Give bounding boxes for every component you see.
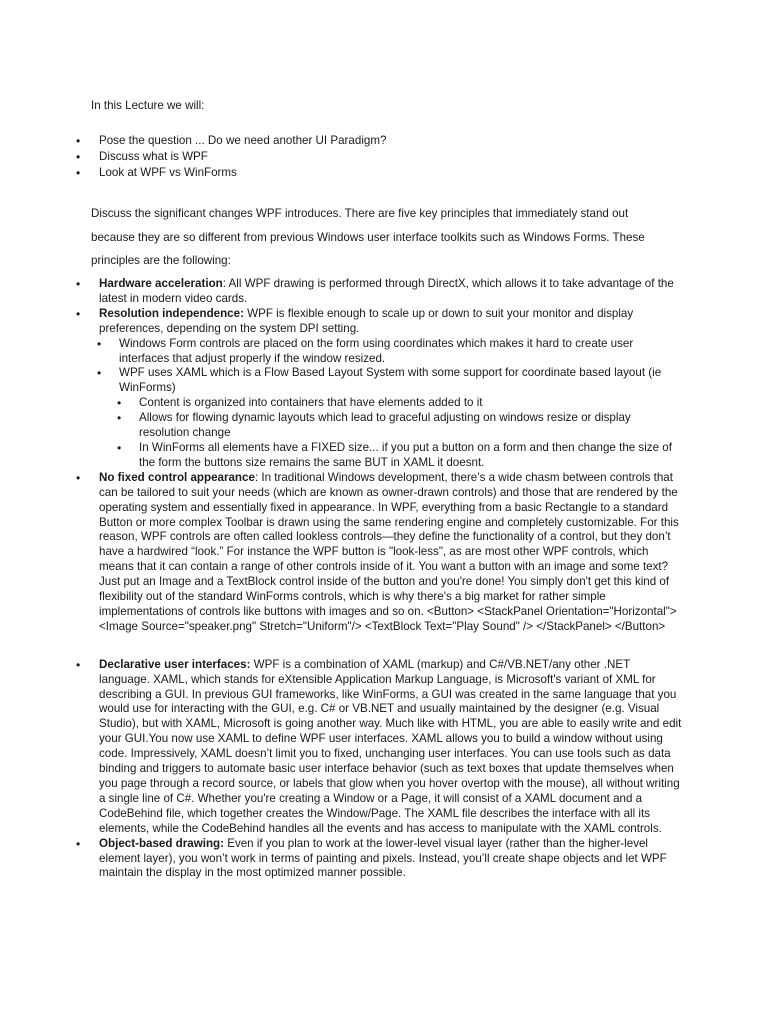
principle-term: Resolution independence:	[99, 306, 244, 320]
principle-object	[99, 837, 684, 882]
principle-resolution	[99, 307, 684, 471]
principle-term: Declarative user interfaces:	[99, 657, 251, 671]
sub-item: • Windows Form controls are placed on the form using coordinates which makes it hard to create user interfaces that adjust properly if the window resized.	[119, 337, 684, 367]
xaml-sublist	[139, 396, 684, 471]
sub-item-text: WPF uses XAML which is a Flow Based Layout System with some support for coordinate based layout (ie WinForms)	[119, 366, 662, 395]
principles-list	[99, 277, 684, 881]
principle-declarative	[99, 658, 684, 837]
goal-item: • Look at WPF vs WinForms	[99, 165, 739, 181]
goal-item: • Pose the question ... Do we need another UI Paradigm?	[99, 133, 739, 149]
principle-text: : All WPF drawing is performed through DirectX, which allows it to take advantage of the latest in modern video cards.	[99, 277, 674, 305]
intro-paragraph: Discuss the significant changes WPF introduces. There are five key principles that immediately stand out because they are so different from previous Windows user interface toolkits such as Windows Forms. These principles are the following:	[91, 207, 645, 267]
sub-item	[119, 366, 684, 470]
resolution-sublist	[119, 337, 684, 471]
spacer	[99, 635, 684, 658]
principle-text: WPF is a combination of XAML (markup) and C#/VB.NET/any other .NET language. XAML, which stands for eXtensible Application Markup Language, is Microsoft's variant of XML for describing a GUI. In previous GUI frameworks, like WinForms, a GUI was created in the same language that you would use for interacting with the GUI, e.g. C# or VB.NET and usually maintained by the designer (e.g. Visual Studio), but with XAML, Microsoft is going another way. Much like with HTML, you are able to easily write and edit your GUI.You now use XAML to define WPF user interfaces. XAML allows you to build a window without using code. Impressively, XAML doesn’t limit you to fixed, unchanging user interfaces. You can use tools such as data binding and triggers to automate basic user interface behavior (such as text boxes that update themselves when you page through a record source, or labels that glow when you hover overtop with the mouse), all without writing a single line of C#. Whether you're creating a Window or a Page, it will consist of a XAML document and a CodeBehind file, which together creates the Window/Page. The XAML file describes the interface with all its elements, while the CodeBehind handles all the events and has access to manipulate with the XAML controls.	[99, 657, 682, 835]
principle-text: Even if you plan to work at the lower-level visual layer (rather than the higher-level element layer), you won’t work in terms of painting and pixels. Instead, you’ll create shape objects and let WPF maintain the display in the most optimized manner possible.	[99, 836, 667, 880]
principle-term: Object-based drawing:	[99, 836, 224, 850]
lecture-goals-list	[99, 133, 739, 181]
principle-term: No fixed control appearance	[99, 470, 255, 484]
goal-item: • Discuss what is WPF	[99, 149, 739, 165]
principle-text: : In traditional Windows development, there’s a wide chasm between controls that can be tailored to suit your needs (which are known as owner-drawn controls) and those that are rendered by the operating system and essentially fixed in appearance. In WPF, everything from a basic Rectangle to a standard Button or more complex Toolbar is drawn using the same rendering engine and completely customizable. For this reason, WPF controls are often called lookless controls—they define the functionality of a control, but they don’t have a hardwired “look.” For instance the WPF button is "look-less", as are most other WPF controls, which means that it can contain a range of other controls inside of it. You want a button with an image and some text? Just put an Image and a TextBlock control inside of the button and you're done! You simply don't get this kind of flexibility out of the standard WinForms controls, which is why there's a big market for rather simple implementations of controls like buttons with images and so on. <Button> <StackPanel Orientation="Horizontal"> <Image Source="speaker.png" Stretch="Uniform"/> <TextBlock Text="Play Sound" /> </StackPanel> </Button>	[99, 470, 679, 633]
intro-line: In this Lecture we will:	[91, 99, 205, 112]
principle-appearance	[99, 471, 684, 635]
subsub-item: • Allows for flowing dynamic layouts which lead to graceful adjusting on windows resize or display resolution change	[139, 411, 684, 441]
principle-hardware	[99, 277, 684, 307]
principle-text: WPF is flexible enough to scale up or down to suit your monitor and display preferences, depending on the system DPI setting.	[99, 306, 634, 335]
subsub-item: • In WinForms all elements have a FIXED size... if you put a button on a form and then change the size of the form the buttons size remains the same BUT in XAML it doesnt.	[139, 441, 684, 471]
principle-term: Hardware acceleration	[99, 277, 223, 290]
subsub-item: • Content is organized into containers that have elements added to it	[139, 396, 684, 411]
